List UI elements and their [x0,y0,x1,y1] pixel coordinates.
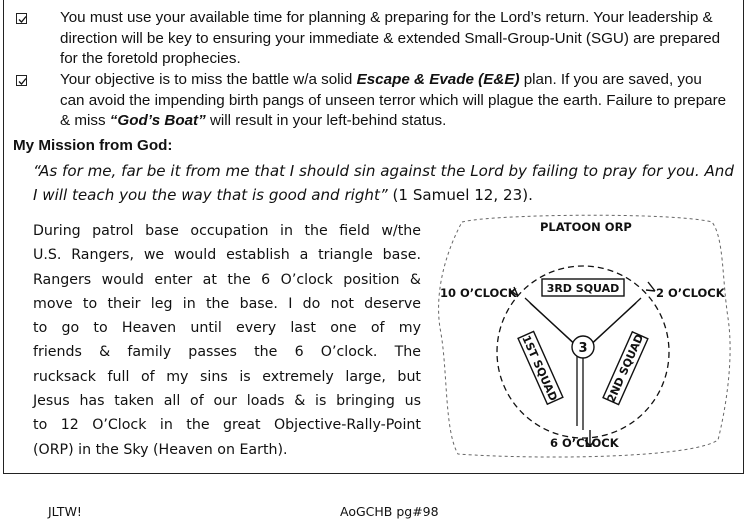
label-10-oclock: 10 O’CLOCK [440,286,517,300]
story-line: Jesus has taken all of our loads & is bringing us [33,393,421,410]
arrow-2-oclock [646,282,655,291]
label-2-oclock: 2 O’CLOCK [656,286,725,300]
quote-text: “As for me, far be it from me that I should sin against the Lord by failing to pray for you. And I will teach you the way that is good and right” [33,162,734,204]
footer-left: JLTW! [48,504,82,519]
story-line: (ORP) in the Sky (Heaven on Earth). [33,441,288,458]
bullet-text: You must use your available time for planning & preparing for the Lord’s return. Your leadership & direction will be key to ensuring your immediate & extended Small-Group-Unit (SGU) are prepared for the foretold prophecies. [60,9,721,67]
story-line: Rangers would enter at the 6 O’clock position & [33,271,421,288]
footer-page-number: AoGCHB pg#98 [340,504,439,519]
checkbox-checked-icon [16,75,27,86]
checkbox-checked-icon [16,13,27,24]
story-line: move to their leg in the base. I do not deserve [33,295,421,312]
bullet-text: Your objective is to miss the battle w/a solid Escape & Evade (E&E) plan. If you are saved, you can avoid the impending birth pangs of unseen terror which will plague the earth. Failure to prepare & miss “God’s Boat” will result in your left-behind status. [60,71,727,129]
story-line: to go to Heaven until every last one of my [33,320,421,337]
squad-2-label: 2ND SQUAD [604,332,647,405]
quote-reference: (1 Samuel 12, 23). [387,186,533,204]
emphasis-gods-boat: “God’s Boat” [109,112,206,129]
platoon-orp-diagram [422,208,744,470]
squad-1-label: 1ST SQUAD [519,333,560,404]
story-paragraph [33,219,421,462]
story-line: U.S. Rangers, we would establish a triangle base. [33,247,421,264]
story-line: to 12 O’Clock in the great Objective-Rally-Point [33,417,421,434]
story-line: rucksack full of my sins is extremely large, but [33,368,421,385]
scripture-quote [33,159,741,207]
label-6-oclock: 6 O’CLOCK [550,436,619,450]
squad-3-label: 3RD SQUAD [546,282,620,295]
bullet-item-planning [16,8,728,70]
emphasis-escape-evade: Escape & Evade (E&E) [356,71,520,88]
story-line: During patrol base occupation in the field w/the [33,223,421,239]
diagram-title: PLATOON ORP [540,220,632,234]
mission-heading: My Mission from God: [13,137,173,154]
bullet-item-objective [16,70,728,132]
diagram-graphics [422,208,744,470]
story-line: friends & family passes the 6 O’clock. The [33,344,421,361]
center-number: 3 [578,341,588,356]
